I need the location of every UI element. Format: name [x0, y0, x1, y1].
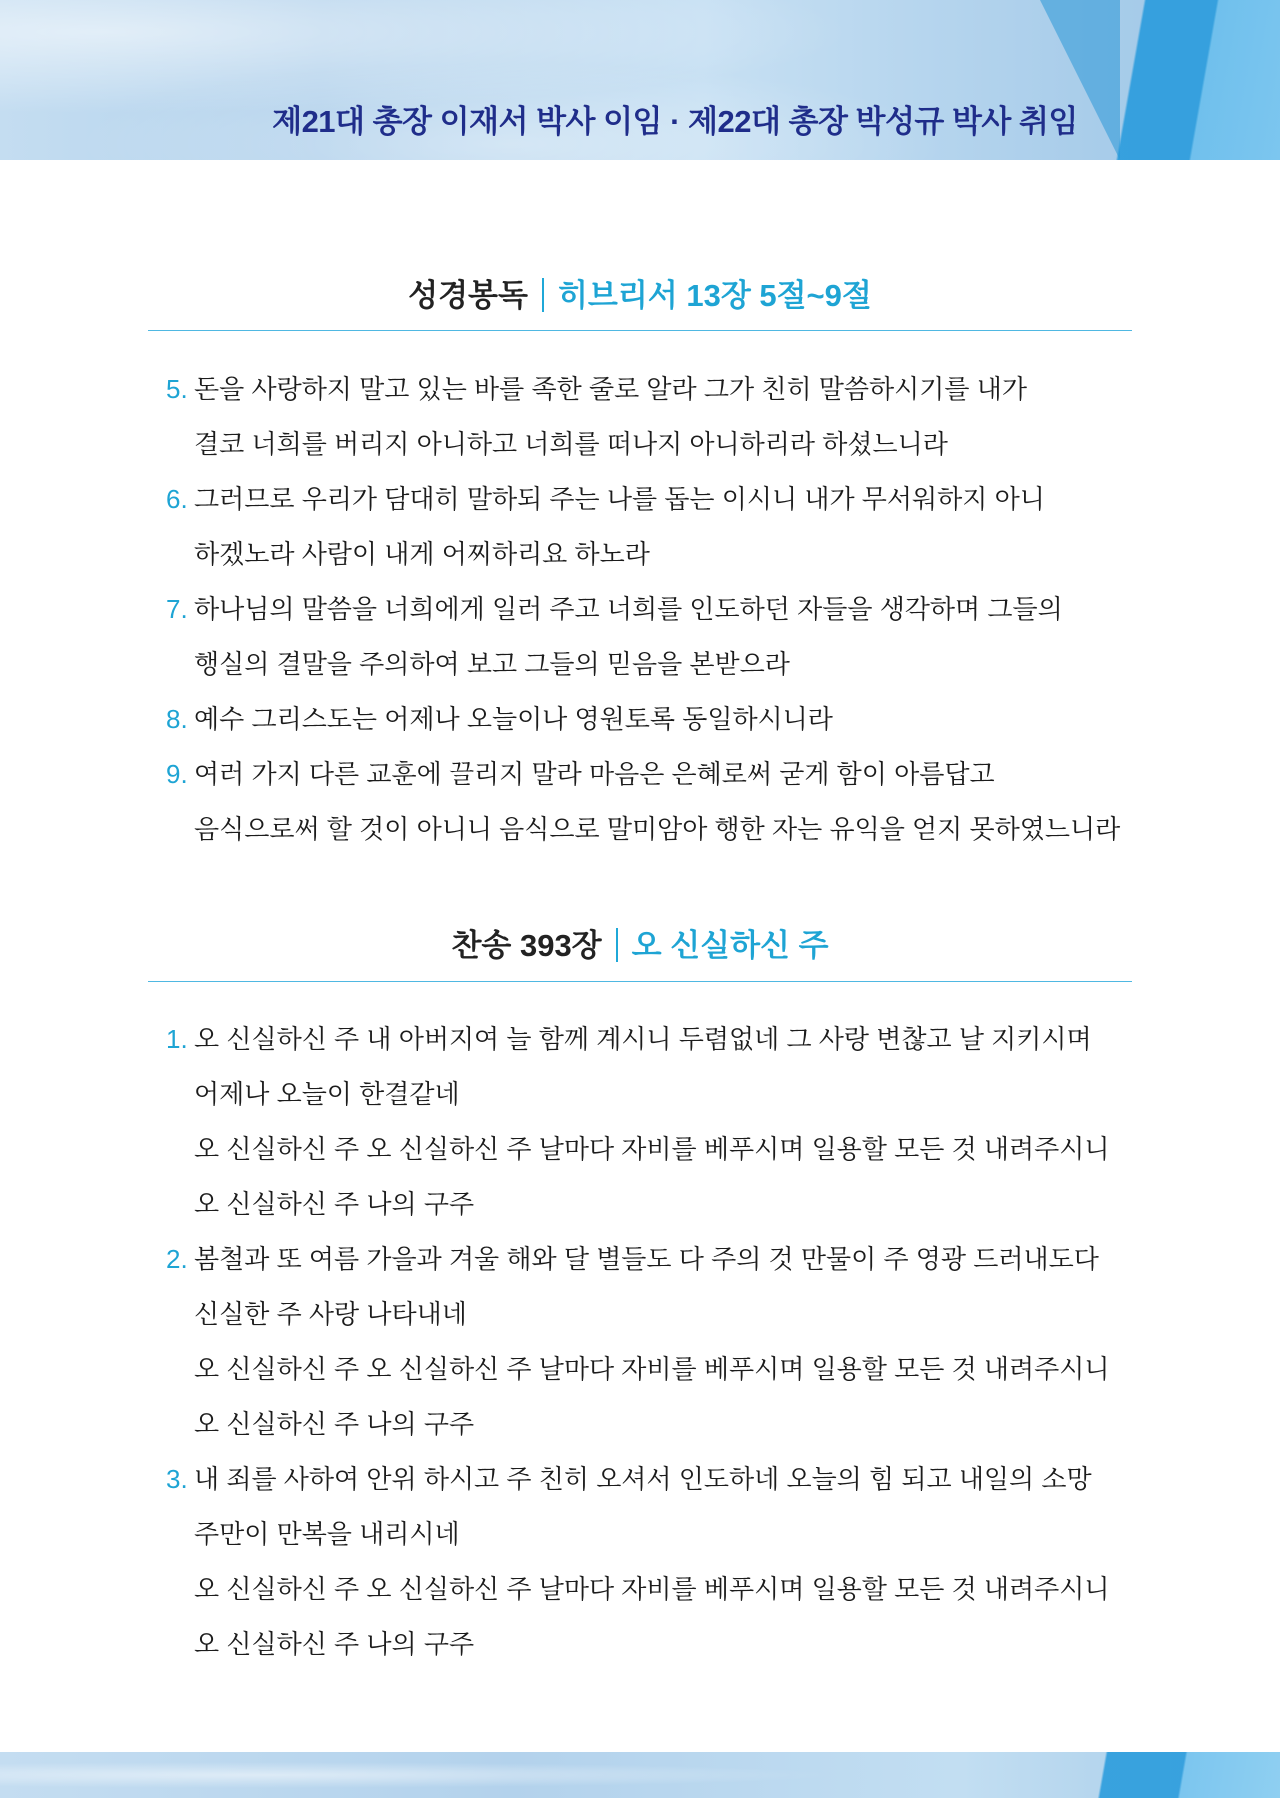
verse-line: 주만이 만복을 내리시네	[194, 1519, 460, 1549]
header-banner	[0, 0, 1280, 160]
verse-number: 1.	[166, 1024, 188, 1054]
verse-line: 돈을 사랑하지 말고 있는 바를 족한 줄로 알라 그가 친히 말씀하시기를 내가	[194, 374, 1027, 404]
footer-decoration-corner	[1060, 1752, 1280, 1798]
verse-item	[166, 747, 1146, 857]
hymn-verse-list	[166, 1012, 1146, 1672]
reading-section-header	[148, 270, 1132, 315]
verse-item	[166, 1232, 1146, 1452]
section-divider	[542, 278, 544, 312]
verse-number: 7.	[166, 594, 188, 624]
page-title-text: 제21대 총장 이재서 박사 이임 · 제22대 총장 박성규 박사 취임	[272, 104, 1078, 139]
verse-line: 하겠노라 사람이 내게 어찌하리요 하노라	[194, 539, 650, 569]
verse-line: 음식으로써 할 것이 아니니 음식으로 말미암아 행한 자는 유익을 얻지 못하였느니라	[194, 814, 1121, 844]
verse-number: 9.	[166, 759, 188, 789]
footer-banner	[0, 1752, 1280, 1798]
verse-line: 하나님의 말씀을 너희에게 일러 주고 너희를 인도하던 자들을 생각하며 그들의	[194, 594, 1063, 624]
verse-line: 오 신실하신 주 내 아버지여 늘 함께 계시니 두렴없네 그 사랑 변찮고 날 지키시며	[194, 1024, 1092, 1054]
hymn-subject: 오 신실하신 주	[631, 928, 829, 963]
verse-number: 2.	[166, 1244, 188, 1274]
verse-item	[166, 472, 1146, 582]
verse-line: 행실의 결말을 주의하여 보고 그들의 믿음을 본받으라	[194, 649, 790, 679]
section-divider	[616, 928, 618, 962]
verse-line: 오 신실하신 주 오 신실하신 주 날마다 자비를 베푸시며 일용할 모든 것 내려주시니	[194, 1134, 1110, 1164]
reading-rule	[148, 330, 1132, 331]
verse-line: 오 신실하신 주 나의 구주	[194, 1629, 475, 1659]
verse-line: 예수 그리스도는 어제나 오늘이나 영원토록 동일하시니라	[194, 704, 833, 734]
verse-item	[166, 1452, 1146, 1672]
verse-line: 여러 가지 다른 교훈에 끌리지 말라 마음은 은혜로써 굳게 함이 아름답고	[194, 759, 995, 789]
verse-line: 오 신실하신 주 나의 구주	[194, 1409, 475, 1439]
reading-subject: 히브리서 13장 5절~9절	[557, 278, 872, 313]
hymn-label: 찬송 393장	[451, 928, 602, 963]
reading-label: 성경봉독	[408, 278, 528, 313]
verse-number: 5.	[166, 374, 188, 404]
verse-item	[166, 1012, 1146, 1232]
verse-line: 내 죄를 사하여 안위 하시고 주 친히 오셔서 인도하네 오늘의 힘 되고 내일의 소망	[194, 1464, 1092, 1494]
verse-line: 어제나 오늘이 한결같네	[194, 1079, 460, 1109]
verse-item	[166, 362, 1146, 472]
verse-line: 그러므로 우리가 담대히 말하되 주는 나를 돕는 이시니 내가 무서워하지 아니	[194, 484, 1045, 514]
verse-number: 3.	[166, 1464, 188, 1494]
verse-number: 6.	[166, 484, 188, 514]
hymn-rule	[148, 981, 1132, 982]
verse-item	[166, 582, 1146, 692]
page-title	[0, 96, 1280, 141]
hymn-section-header	[148, 920, 1132, 965]
verse-line: 오 신실하신 주 오 신실하신 주 날마다 자비를 베푸시며 일용할 모든 것 내려주시니	[194, 1354, 1110, 1384]
reading-verse-list	[166, 362, 1146, 857]
verse-line: 결코 너희를 버리지 아니하고 너희를 떠나지 아니하리라 하셨느니라	[194, 429, 948, 459]
verse-line: 오 신실하신 주 오 신실하신 주 날마다 자비를 베푸시며 일용할 모든 것 내려주시니	[194, 1574, 1110, 1604]
verse-number: 8.	[166, 704, 188, 734]
verse-line: 봄철과 또 여름 가을과 겨울 해와 달 별들도 다 주의 것 만물이 주 영광 드러내도다	[194, 1244, 1099, 1274]
verse-line: 신실한 주 사랑 나타내네	[194, 1299, 467, 1329]
verse-item	[166, 692, 1146, 747]
verse-line: 오 신실하신 주 나의 구주	[194, 1189, 475, 1219]
